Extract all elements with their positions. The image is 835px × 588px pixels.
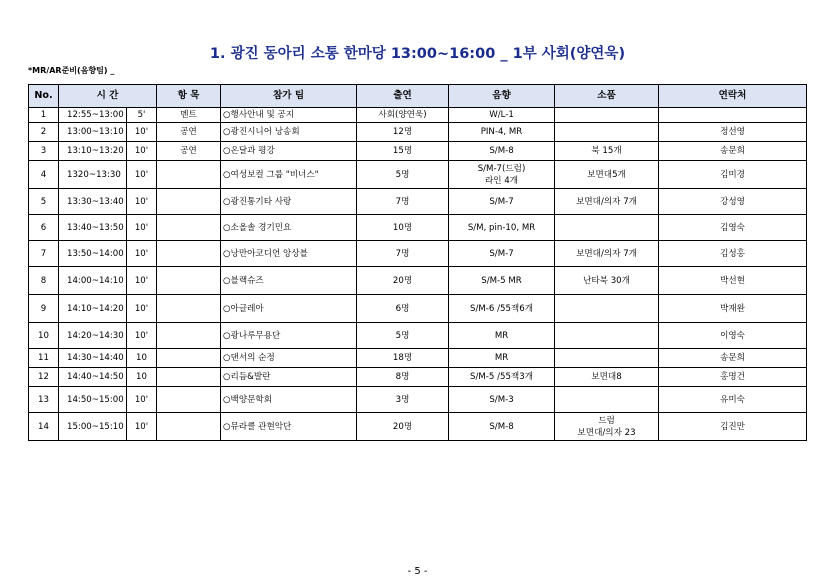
row-time: 13:10~13:20 [59,142,127,161]
row-props: 보면대5개 [555,161,659,189]
row-performers: 12명 [357,123,449,142]
row-duration: 10' [127,413,157,441]
table-row [29,189,807,215]
row-performers: 5명 [357,161,449,189]
row-props-line: 보면대/의자 23 [577,427,636,438]
row-item [157,161,221,189]
row-team: ○광나루무용단 [221,323,357,349]
row-props [555,387,659,413]
row-contact [659,108,807,123]
table-header-row [29,85,807,108]
row-props [555,349,659,368]
row-contact: 유미숙 [659,387,807,413]
row-props [555,108,659,123]
row-time: 13:40~13:50 [59,215,127,241]
page-title: 1. 광진 동아리 소통 한마당 13:00~16:00 _ 1부 사회(양연욱) [209,46,626,62]
row-performers: 15명 [357,142,449,161]
row-contact: 김영숙 [659,215,807,241]
row-team: ○블랙슈즈 [221,267,357,295]
table-row [29,123,807,142]
row-item: 멘트 [157,108,221,123]
row-number: 3 [29,142,59,161]
row-time: 14:40~14:50 [59,368,127,387]
table-row [29,368,807,387]
row-item [157,387,221,413]
header-item: 항 목 [157,85,221,108]
row-contact: 홍명건 [659,368,807,387]
row-time: 15:00~15:10 [59,413,127,441]
row-duration: 10' [127,295,157,323]
row-time: 14:20~14:30 [59,323,127,349]
row-number: 14 [29,413,59,441]
row-duration: 10' [127,142,157,161]
row-contact: 김미경 [659,161,807,189]
row-sound: S/M-8 [449,142,555,161]
row-item [157,241,221,267]
row-performers: 8명 [357,368,449,387]
row-sound: S/M-7 [449,241,555,267]
row-team: ○소올솔 경기민요 [221,215,357,241]
row-number: 5 [29,189,59,215]
row-sound-line: S/M-7(드럼) [477,163,526,174]
row-duration: 10 [127,368,157,387]
row-number: 7 [29,241,59,267]
table-row [29,241,807,267]
row-contact: 정선영 [659,123,807,142]
row-props: 북 15개 [555,142,659,161]
row-performers: 7명 [357,189,449,215]
row-contact: 김진만 [659,413,807,441]
row-performers: 사회(양연욱) [357,108,449,123]
row-item: 공연 [157,142,221,161]
table-row [29,215,807,241]
row-performers: 20명 [357,267,449,295]
row-props [555,123,659,142]
row-duration: 10' [127,215,157,241]
row-props [555,295,659,323]
row-props [555,413,659,441]
row-props: 난타북 30개 [555,267,659,295]
row-time: 14:30~14:40 [59,349,127,368]
table-row [29,108,807,123]
row-contact: 박선현 [659,267,807,295]
row-item: 공연 [157,123,221,142]
row-number: 10 [29,323,59,349]
row-number: 4 [29,161,59,189]
row-performers: 18명 [357,349,449,368]
table-row [29,295,807,323]
header-performers: 출연 [357,85,449,108]
header-no: No. [29,85,59,108]
table-row [29,323,807,349]
header-sound: 음향 [449,85,555,108]
row-time: 13:50~14:00 [59,241,127,267]
row-team: ○리듬&발란 [221,368,357,387]
row-sound: S/M-5 /55잭3개 [449,368,555,387]
row-time: 13:30~13:40 [59,189,127,215]
table-row [29,267,807,295]
row-team: ○행사안내 및 공지 [221,108,357,123]
row-duration: 10' [127,161,157,189]
row-number: 2 [29,123,59,142]
row-sound: PIN-4, MR [449,123,555,142]
row-item [157,295,221,323]
row-sound [449,161,555,189]
row-sound-line: 라인 4개 [484,175,519,186]
row-number: 6 [29,215,59,241]
row-props: 보면대8 [555,368,659,387]
row-number: 11 [29,349,59,368]
row-team: ○백양문학회 [221,387,357,413]
row-performers: 7명 [357,241,449,267]
table-row [29,413,807,441]
row-time: 12:55~13:00 [59,108,127,123]
row-item [157,189,221,215]
row-item [157,215,221,241]
row-number: 8 [29,267,59,295]
row-number: 12 [29,368,59,387]
row-sound: S/M-6 /55잭6개 [449,295,555,323]
row-performers: 5명 [357,323,449,349]
row-sound: S/M-8 [449,413,555,441]
row-team: ○아글레아 [221,295,357,323]
row-props [555,323,659,349]
row-time: 13:00~13:10 [59,123,127,142]
row-duration: 10' [127,123,157,142]
row-duration: 10' [127,323,157,349]
header-props: 소품 [555,85,659,108]
table-row [29,387,807,413]
header-contact: 연락처 [659,85,807,108]
row-contact: 송문희 [659,142,807,161]
row-duration: 5' [127,108,157,123]
row-duration: 10' [127,387,157,413]
row-number: 9 [29,295,59,323]
schedule-table [28,84,807,441]
row-contact: 강성영 [659,189,807,215]
row-duration: 10 [127,349,157,368]
row-props: 보면대/의자 7개 [555,241,659,267]
row-team: ○광진시니어 낭송회 [221,123,357,142]
row-team: ○댄서의 순정 [221,349,357,368]
row-props [555,215,659,241]
prep-note: *MR/AR준비(음향팀) _ [28,66,115,75]
row-contact: 송문희 [659,349,807,368]
row-number: 1 [29,108,59,123]
row-performers: 3명 [357,387,449,413]
row-contact: 이영숙 [659,323,807,349]
row-sound: S/M-5 MR [449,267,555,295]
row-team: ○여성보컬 그룹 "비너스" [221,161,357,189]
row-performers: 6명 [357,295,449,323]
row-time: 1320~13:30 [59,161,127,189]
row-performers: 20명 [357,413,449,441]
row-item [157,323,221,349]
header-time: 시 간 [59,85,157,108]
table-row [29,161,807,189]
row-sound: W/L-1 [449,108,555,123]
row-props-line: 드럼 [598,415,615,426]
row-duration: 10' [127,241,157,267]
row-team: ○온달과 평강 [221,142,357,161]
table-row [29,142,807,161]
row-team: ○뮤라클 관현악단 [221,413,357,441]
row-team: ○낭만아코디언 앙상블 [221,241,357,267]
row-sound: MR [449,323,555,349]
row-props: 보면대/의자 7개 [555,189,659,215]
row-number: 13 [29,387,59,413]
row-duration: 10' [127,189,157,215]
row-sound: S/M-7 [449,189,555,215]
row-time: 14:10~14:20 [59,295,127,323]
row-sound: S/M-3 [449,387,555,413]
page-number: - 5 - [407,566,428,577]
row-time: 14:00~14:10 [59,267,127,295]
row-item [157,349,221,368]
row-team: ○광진통기타 사랑 [221,189,357,215]
row-contact: 박재완 [659,295,807,323]
row-sound: MR [449,349,555,368]
row-time: 14:50~15:00 [59,387,127,413]
row-contact: 김성홍 [659,241,807,267]
row-duration: 10' [127,267,157,295]
row-item [157,267,221,295]
row-item [157,413,221,441]
table-row [29,349,807,368]
row-item [157,368,221,387]
row-sound: S/M, pin-10, MR [449,215,555,241]
row-performers: 10명 [357,215,449,241]
header-team: 참가 팀 [221,85,357,108]
